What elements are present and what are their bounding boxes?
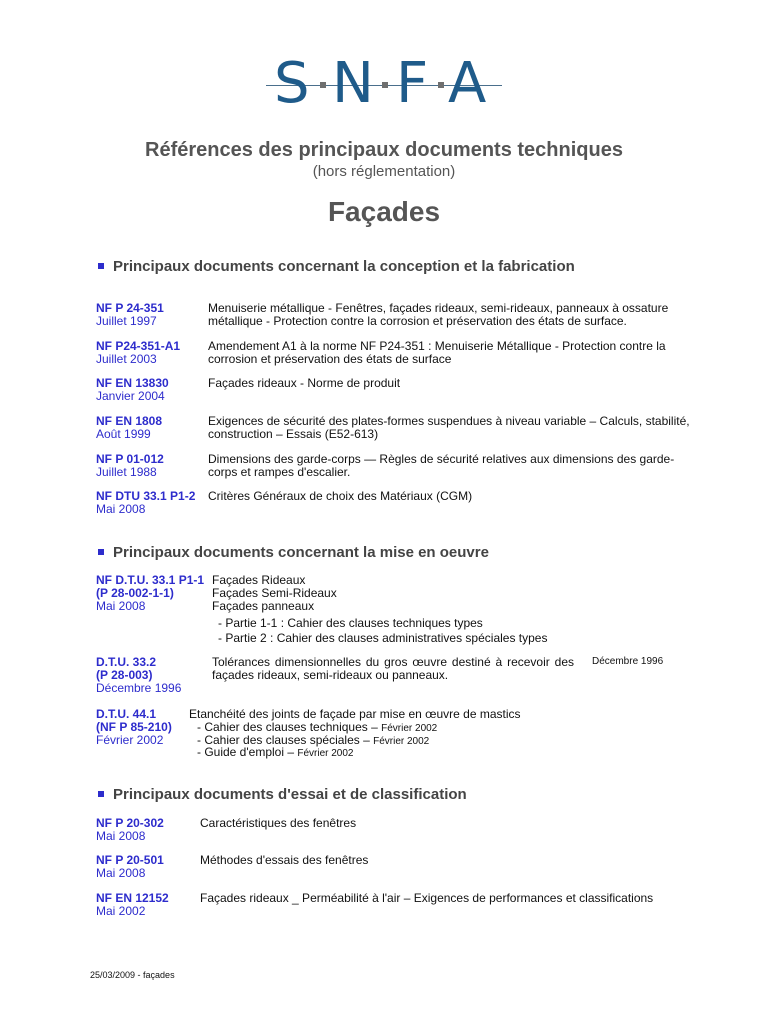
doc-ref: NF P 01-012: [96, 452, 164, 466]
square-bullet-icon: [98, 549, 104, 555]
doc-description: [208, 415, 690, 441]
section-title-text: Principaux documents concernant la mise en oeuvre: [113, 544, 489, 561]
doc-ref: NF P 20-501: [96, 853, 164, 867]
doc-ref: D.T.U. 44.1: [96, 707, 157, 721]
doc-ref: NF EN 13830: [96, 376, 169, 390]
doc-ref: NF DTU 33.1 P1-2: [96, 489, 196, 503]
section-title-text: Principaux documents concernant la conception et la fabrication: [113, 258, 575, 275]
desc-line: Amendement A1 à la norme NF P24-351 : Menuiserie Métallique - Protection contre la: [208, 339, 666, 353]
desc-line: Exigences de sécurité des plates-formes suspendues à niveau variable – Calculs, stabilité,: [208, 414, 690, 428]
doc-ref-secondary: (P 28-003): [96, 668, 153, 682]
doc-ref: NF P24-351-A1: [96, 339, 181, 353]
doc-parts: [218, 617, 547, 645]
doc-date: Décembre 1996: [96, 681, 182, 695]
section-title-mise-en-oeuvre: [98, 544, 489, 561]
side-date: Décembre 1996: [592, 656, 664, 667]
doc-date: Mai 2008: [96, 866, 146, 880]
desc-line: Façades rideaux - Norme de produit: [208, 376, 401, 390]
doc-ref-secondary: (P 28-002-1-1): [96, 586, 174, 600]
doc-ref: NF P 24-351: [96, 301, 164, 315]
logo-dot: [320, 82, 326, 88]
logo-dot: [382, 82, 388, 88]
doc-description: Caractéristiques des fenêtres: [200, 816, 357, 830]
doc-description: [208, 453, 674, 479]
sub-item-text: - Cahier des clauses techniques –: [197, 720, 382, 734]
snfa-logo: [266, 51, 502, 116]
square-bullet-icon: [98, 263, 104, 269]
doc-description: Méthodes d'essais des fenêtres: [200, 853, 369, 867]
desc-line: Façades Rideaux: [212, 573, 306, 587]
doc-date: Mai 2008: [96, 599, 146, 613]
doc-ref-secondary: (NF P 85-210): [96, 720, 172, 734]
document-title: Références des principaux documents techniques: [145, 139, 623, 161]
section-title-essai: [98, 786, 467, 803]
logo-letter-s: S: [274, 51, 310, 116]
doc-date: Juillet 1988: [96, 465, 157, 479]
document-subtitle: (hors réglementation): [312, 163, 456, 180]
sub-item-date: Février 2002: [297, 748, 354, 759]
sub-item-date: Février 2002: [373, 736, 430, 747]
square-bullet-icon: [98, 791, 104, 797]
doc-date: Août 1999: [96, 427, 151, 441]
desc-line: corps et rampes d'escalier.: [208, 465, 351, 479]
sub-item-text: - Guide d'emploi –: [197, 745, 298, 759]
doc-description: [208, 490, 472, 503]
part-line: - Partie 1-1 : Cahier des clauses techniques types: [218, 616, 483, 630]
part-line: - Partie 2 : Cahier des clauses administratives spéciales types: [218, 631, 548, 645]
desc-line: métallique - Protection contre la corrosion et préservation des états de surface.: [208, 314, 627, 328]
section-title-conception: [98, 258, 575, 275]
desc-line: construction – Essais (E52-613): [208, 427, 379, 441]
page-footer: 25/03/2009 - façades: [90, 970, 175, 980]
doc-date: Juillet 2003: [96, 352, 157, 366]
desc-line: Critères Généraux de choix des Matériaux (CGM): [208, 489, 473, 503]
doc-description: Etanchéité des joints de façade par mise en œuvre de mastics: [189, 707, 521, 721]
desc-line: Façades panneaux: [212, 599, 315, 613]
logo-letter-a: A: [448, 51, 487, 116]
doc-description: [208, 340, 666, 366]
doc-ref: NF EN 12152: [96, 891, 169, 905]
sub-item-date: Février 2002: [381, 723, 438, 734]
doc-description: [208, 377, 400, 390]
logo-letter-n: N: [332, 51, 374, 116]
desc-line: Menuiserie métallique - Fenêtres, façades rideaux, semi-rideaux, panneaux à ossature: [208, 301, 669, 315]
doc-ref: NF EN 1808: [96, 414, 163, 428]
doc-date: Mai 2008: [96, 829, 146, 843]
desc-line: corrosion et préservation des états de surface: [208, 352, 452, 366]
doc-date: Janvier 2004: [96, 389, 165, 403]
sub-item-text: - Cahier des clauses spéciales –: [197, 733, 374, 747]
sub-item: [197, 746, 353, 760]
doc-ref: D.T.U. 33.2: [96, 655, 157, 669]
doc-ref: NF P 20-302: [96, 816, 164, 830]
page-heading: Façades: [327, 196, 441, 227]
doc-description: Façades rideaux _ Perméabilité à l'air – Exigences de performances et classifications: [200, 891, 654, 905]
logo-letter-f: F: [396, 51, 429, 116]
desc-line: façades rideaux, semi-rideaux ou panneaux.: [212, 668, 449, 682]
desc-line: Dimensions des garde-corps — Règles de sécurité relatives aux dimensions des garde-: [208, 452, 675, 466]
doc-description: [212, 656, 574, 682]
doc-description: [208, 302, 668, 328]
section-title-text: Principaux documents d'essai et de classification: [113, 786, 467, 803]
doc-date: Mai 2002: [96, 904, 146, 918]
doc-ref: NF D.T.U. 33.1 P1-1: [96, 573, 205, 587]
desc-line: Façades Semi-Rideaux: [212, 586, 337, 600]
desc-line: Tolérances dimensionnelles du gros œuvre destiné à recevoir des: [212, 655, 574, 669]
logo-dot: [438, 82, 444, 88]
doc-date: Mai 2008: [96, 502, 146, 516]
doc-description: [212, 574, 337, 613]
doc-date: Février 2002: [96, 733, 164, 747]
doc-date: Juillet 1997: [96, 314, 157, 328]
